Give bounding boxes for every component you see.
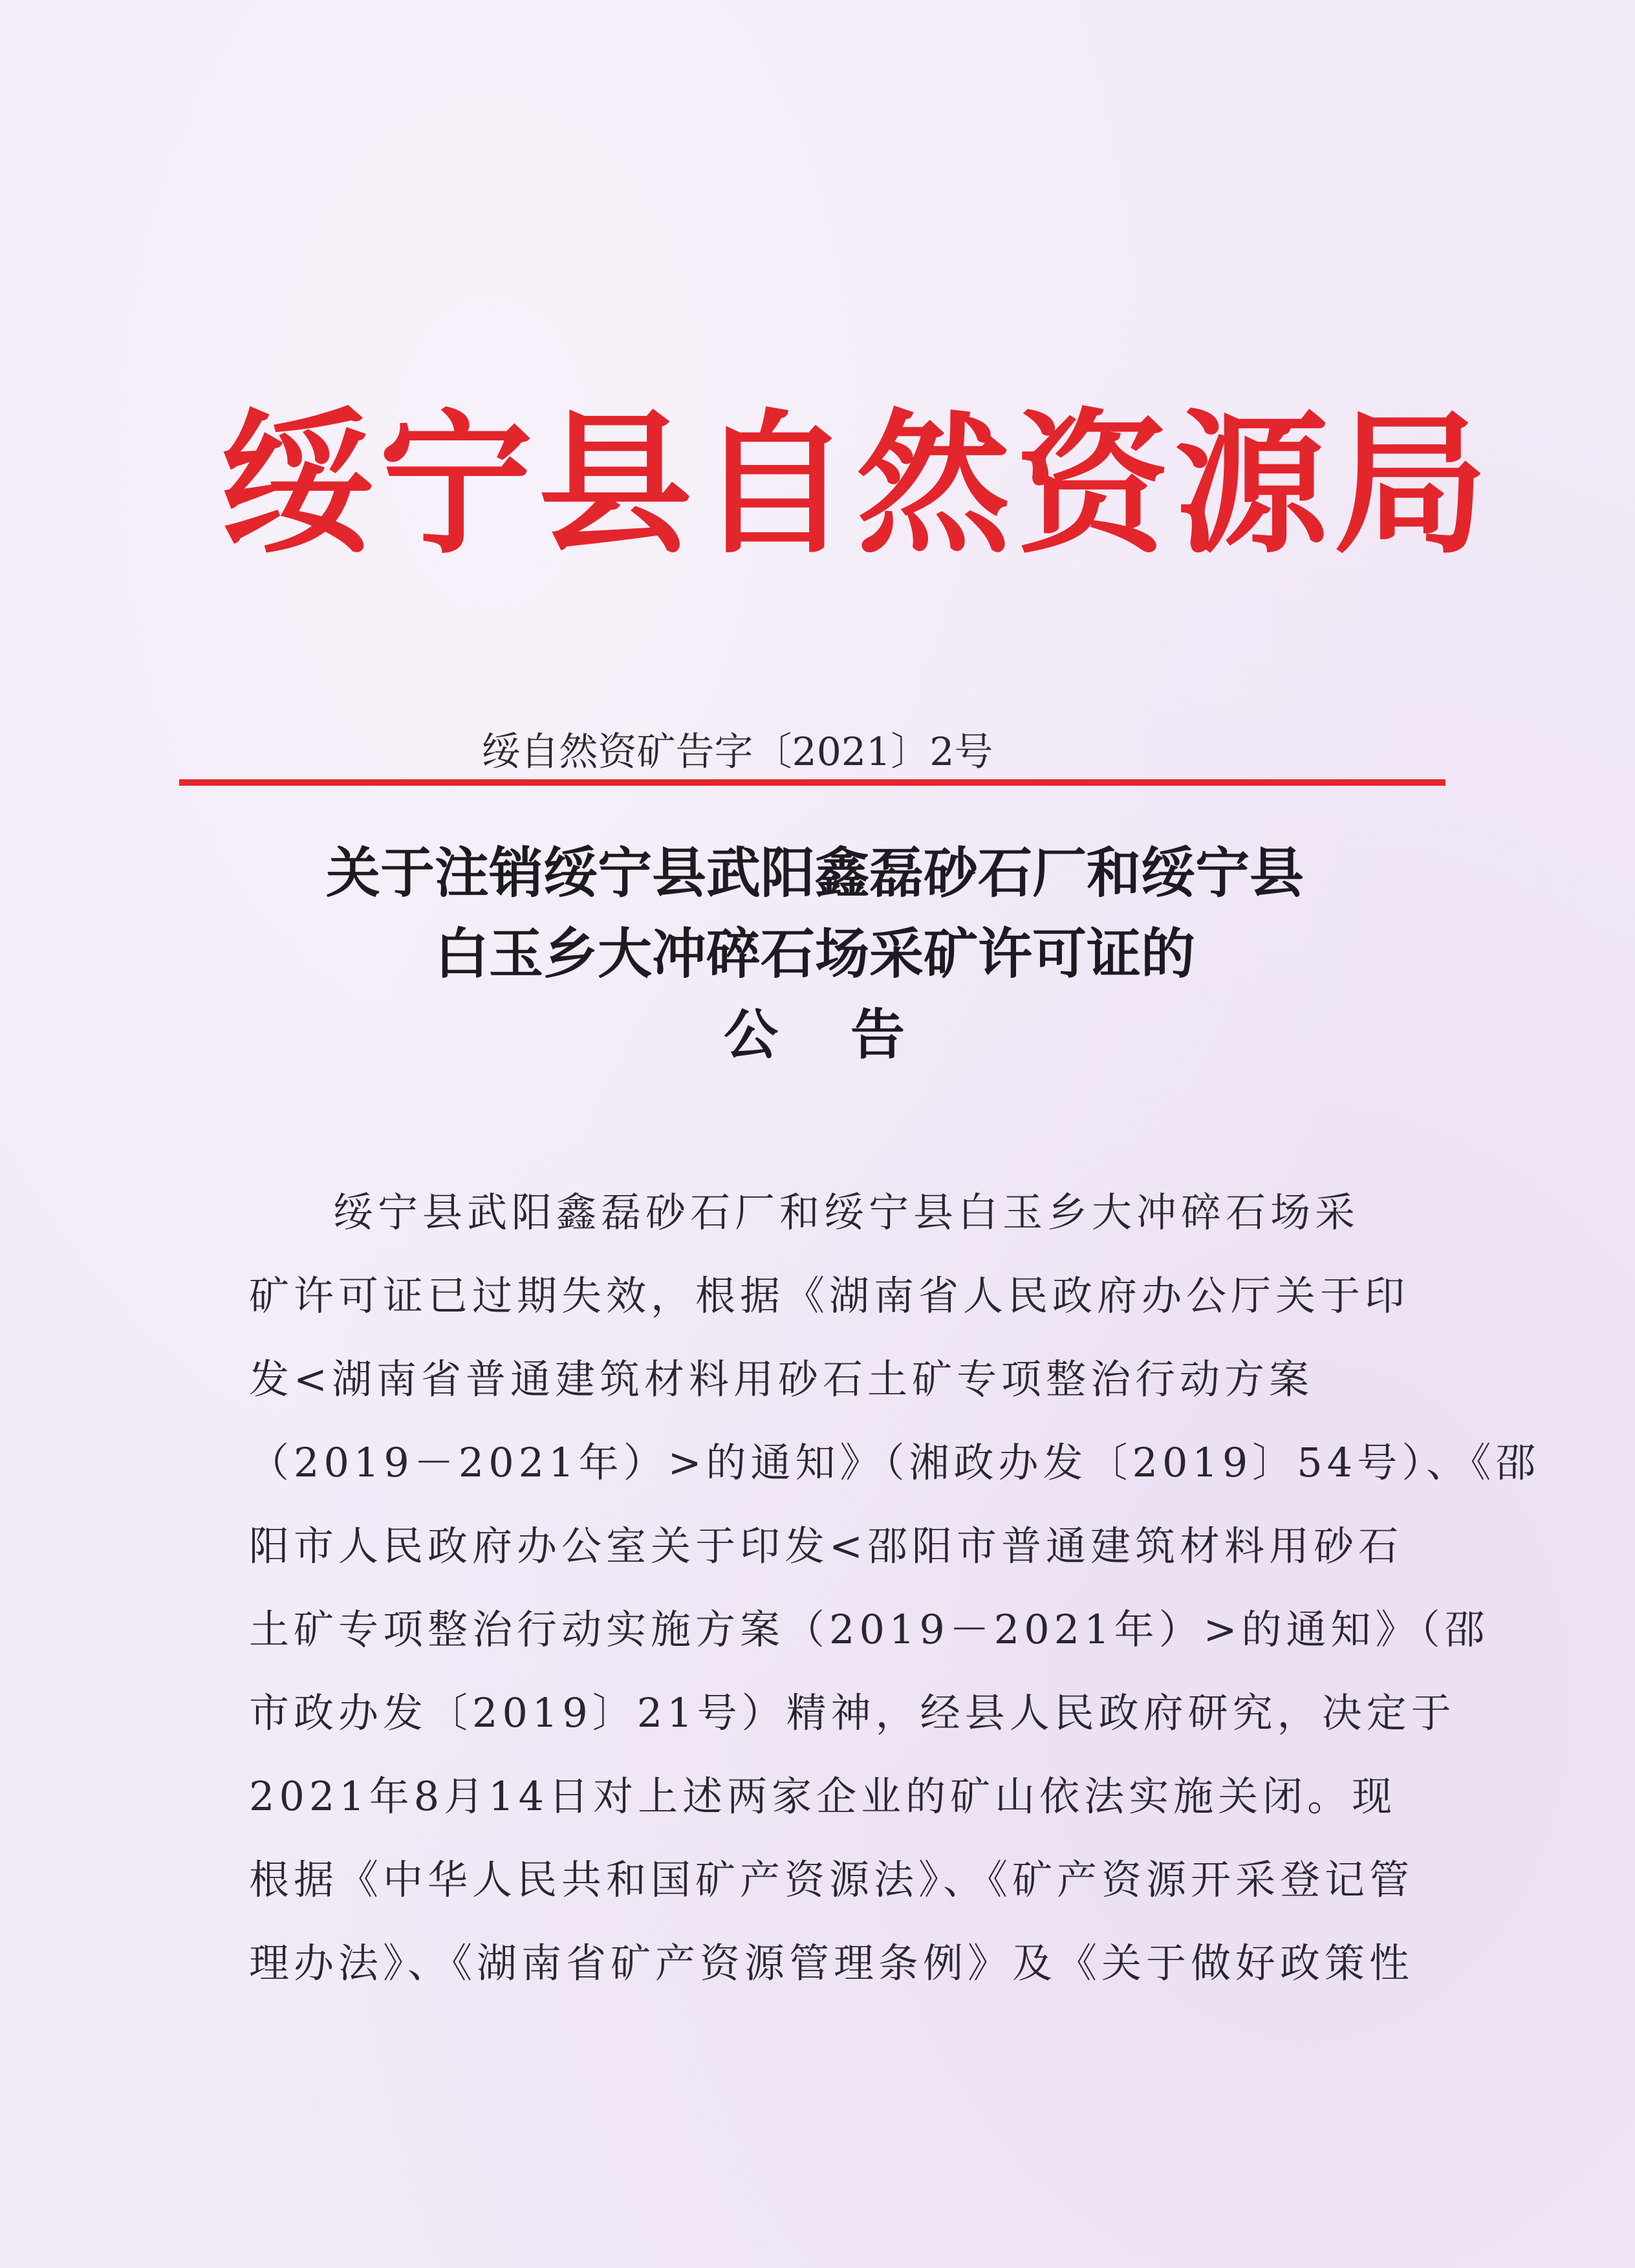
body-line: （2019－2021年）>的通知》（湘政办发〔2019〕54号）、《邵 — [249, 1439, 1541, 1486]
body-line: 土矿专项整治行动实施方案（2019－2021年）>的通知》（邵 — [249, 1606, 1489, 1653]
body-line: 发<湖南省普通建筑材料用砂石土矿专项整治行动方案 — [249, 1355, 1314, 1403]
body-line: 根据《中华人民共和国矿产资源法》、《矿产资源开采登记管 — [249, 1856, 1414, 1903]
organization-title: 绥宁县自然资源局 — [220, 394, 1493, 575]
red-divider-line — [179, 779, 1446, 786]
headline-line-1: 关于注销绥宁县武阳鑫磊砂石厂和绥宁县 — [325, 841, 1304, 905]
body-paragraph — [249, 1171, 1541, 2005]
body-line: 理办法》、《湖南省矿产资源管理条例》及《关于做好政策性 — [249, 1939, 1414, 1987]
headline-word-a: 公 — [723, 1003, 779, 1066]
body-line: 矿许可证已过期失效，根据《湖南省人民政府办公厅关于印 — [249, 1272, 1410, 1319]
body-line: 市政办发〔2019〕21号）精神，经县人民政府研究，决定于 — [249, 1689, 1456, 1736]
body-line: 2021年8月14日对上述两家企业的矿山依法实施关闭。现 — [249, 1773, 1397, 1820]
headline-line-3 — [194, 999, 1436, 1070]
body-line: 阳市人民政府办公室关于印发<邵阳市普通建筑材料用砂石 — [249, 1522, 1403, 1570]
body-line: 绥宁县武阳鑫磊砂石厂和绥宁县白玉乡大冲碎石场采 — [333, 1189, 1360, 1236]
headline-line-2: 白玉乡大冲碎石场采矿许可证的 — [434, 922, 1195, 986]
document-number: 绥自然资矿告字〔2021〕2号 — [481, 729, 993, 775]
headline-word-b: 告 — [850, 1003, 907, 1066]
